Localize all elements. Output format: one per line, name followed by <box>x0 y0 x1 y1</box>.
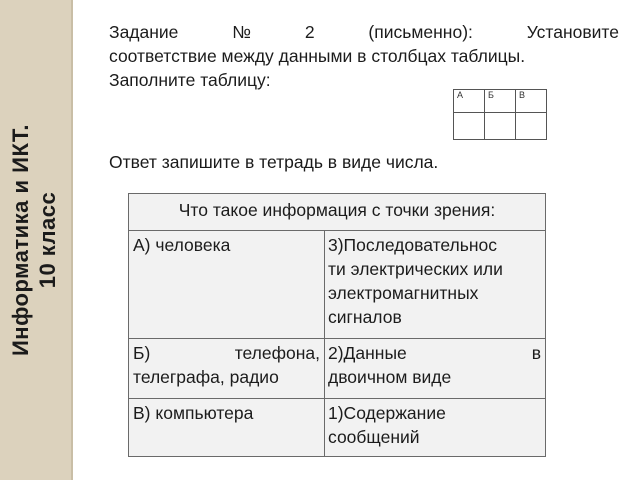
table-cell-left: В) компьютера <box>129 399 325 457</box>
cell-line: ти электрических или <box>328 259 503 279</box>
cell-line: телеграфа, радио <box>133 367 279 387</box>
sidebar-title-line1: Информатика и ИКТ. <box>8 123 33 357</box>
cell-word: телефона, <box>234 343 320 363</box>
cell-line: 3)Последовательнос <box>328 235 498 255</box>
table-cell-left: А) человека <box>129 231 325 339</box>
matching-table-header: Что такое информация с точки зрения: <box>129 194 546 231</box>
sidebar-title-line2: 10 класс <box>35 191 60 289</box>
table-cell-right <box>325 399 546 457</box>
task-word: № <box>232 22 252 42</box>
table-cell-right <box>325 231 546 339</box>
answer-grid-header-a: А <box>454 90 485 113</box>
sidebar-title <box>7 10 61 470</box>
cell-word: в <box>531 343 541 363</box>
task-word: Установите <box>526 22 619 42</box>
answer-grid-cell-a[interactable] <box>454 113 485 140</box>
task-text <box>109 20 619 92</box>
matching-table <box>128 193 546 457</box>
task-line3: Заполните таблицу: <box>109 70 271 90</box>
cell-line: сигналов <box>328 307 402 327</box>
cell-word: 2)Данные <box>328 343 407 363</box>
cell-line: сообщений <box>328 427 420 447</box>
cell-line: электромагнитных <box>328 283 479 303</box>
sidebar <box>0 0 73 480</box>
task-line1 <box>109 20 619 44</box>
table-cell-left <box>129 339 325 399</box>
task-word: (письменно): <box>368 22 473 42</box>
cell-line: двоичном виде <box>328 367 452 387</box>
table-cell-right <box>325 339 546 399</box>
answer-grid-header-b: Б <box>485 90 516 113</box>
answer-grid-cell-b[interactable] <box>485 113 516 140</box>
answer-grid-header-v: В <box>516 90 547 113</box>
cell-word: Б) <box>133 343 151 363</box>
task-word: Задание <box>109 22 179 42</box>
cell-line <box>133 341 320 365</box>
answer-grid <box>453 89 547 140</box>
cell-line: 1)Содержание <box>328 403 446 423</box>
cell-line <box>328 341 541 365</box>
answer-grid-cell-v[interactable] <box>516 113 547 140</box>
answer-instruction: Ответ запишите в тетрадь в виде числа. <box>109 152 439 172</box>
task-line2: соответствие между данными в столбцах таблицы. <box>109 46 526 66</box>
task-word: 2 <box>304 22 315 42</box>
